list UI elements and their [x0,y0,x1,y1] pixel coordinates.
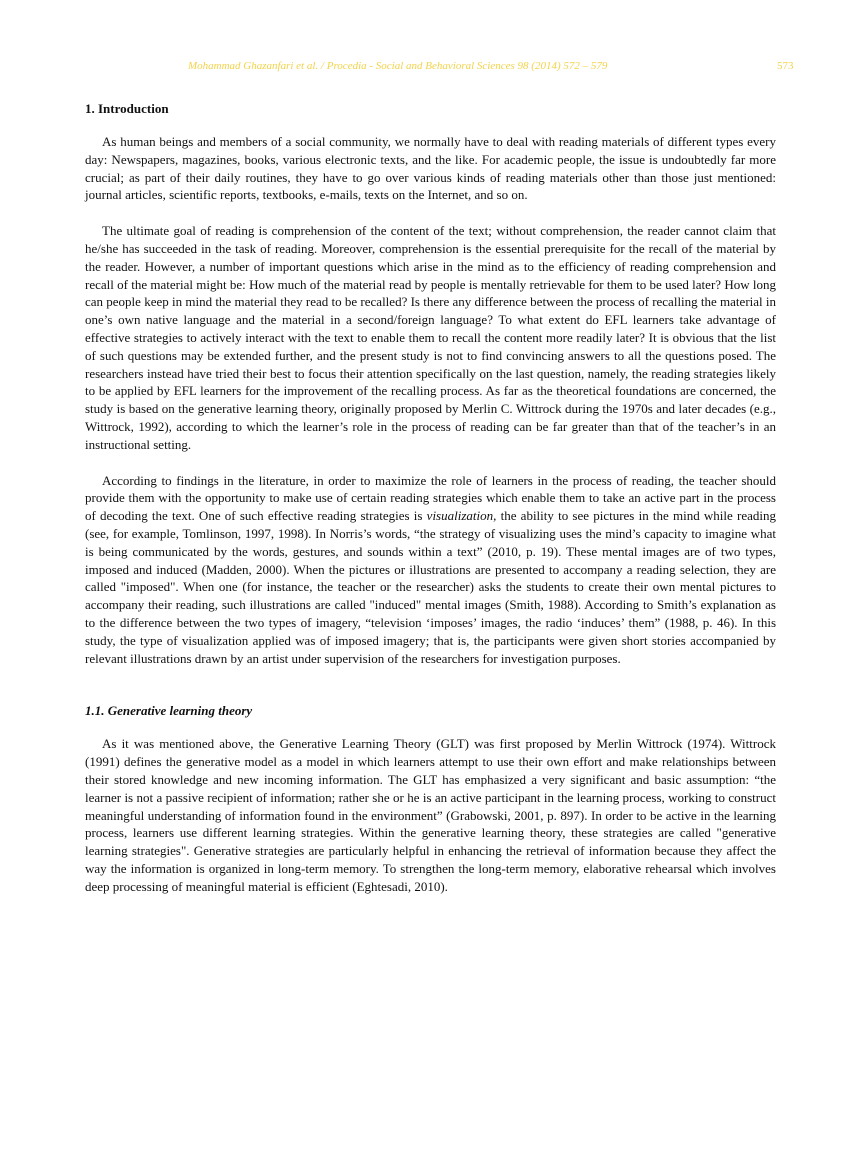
subsection-paragraph-1: As it was mentioned above, the Generative Learning Theory (GLT) was first proposed by Merlin Wittrock (1974). Wittrock (1991) defines the generative model as a model in which learners attempt to use their own effort and make relationships between their stored knowledge and new incoming information. The GLT has emphasized a very significant and basic assumption: “the learner is not a passive recipient of information; rather she or he is an active participant in the learning process, working to construct meaningful understanding of information found in the environment” (Grabowski, 2001, p. 897). In order to be active in the learning process, learners use different learning strategies. Within the generative learning theory, these strategies are called "generative learning strategies". Generative strategies are particularly helpful in enhancing the retrieval of information because they affect the way the information is organized in long-term memory. To strengthen the long-term memory, elaborative rehearsal which involves deep processing of meaningful material is efficient (Eghtesadi, 2010). [85,736,776,894]
paragraph-3 [85,472,776,668]
paragraph-3-text-a: According to findings in the literature, in order to maximize the role of learners in the process of reading, the teacher should provide them with the opportunity to make use of certain reading strategies which enable them to take an active part in the process of decoding the text. One of such effective reading strategies is [85,472,776,524]
running-header [0,59,846,73]
journal-citation: Mohammad Ghazanfari et al. / Procedia - Social and Behavioral Sciences 98 (2014) 572 – 579 [188,60,608,72]
page-number: 573 [777,60,794,72]
article-body [85,100,776,895]
subsection-heading-generative-learning: 1.1. Generative learning theory [85,703,253,719]
paragraph-1: As human beings and members of a social community, we normally have to deal with reading materials of different types every day: Newspapers, magazines, books, various electronic texts, and the like. For academic people, the issue is undoubtedly far more crucial; as part of their daily routines, they have to go over various kinds of reading materials other than those just mentioned: journal articles, scientific reports, textbooks, e-mails, texts on the Internet, and so on. [85,134,776,203]
paragraph-3-text-b: , the ability to see pictures in the mind while reading (see, for example, Tomlinson, 1997, 1998). In Norris’s words, “the strategy of visualizing uses the mind’s capacity to imagine what is being communicated by the words, gestures, and sounds within a text” (2010, p. 19). These mental images are of two types, imposed and induced (Madden, 2000). When the pictures or illustrations are presented to accompany a reading selection, they are called "imposed". When one (for instance, the teacher or the researcher) asks the students to create their own mental pictures to accompany their reading, such illustrations are called "induced" mental images (Smith, 1988). According to Smith’s explanation as to the difference between the two types of imagery, “television ‘imposes’ images, the radio ‘induces’ them” (1988, p. 46). In this study, the type of visualization applied was of imposed imagery; that is, the participants were given short stories accompanied by relevant illustrations drawn by an artist under supervision of the researchers for investigation purposes. [85,508,776,666]
paragraph-2: The ultimate goal of reading is comprehension of the content of the text; without comprehension, the reader cannot claim that he/she has succeeded in the task of reading. Moreover, comprehension is the essential prerequisite for the recall of the material by the reader. However, a number of important questions which arise in the mind as to the efficiency of reading comprehension and recall of the material might be: How much of the material read by people is mentally retrievable for them to be used later? How long can people keep in mind the material they read to be recalled? Is there any difference between the process of recalling the material in one’s own native language and the material in a second/foreign language? To what extent do EFL learners take advantage of effective strategies to actively interact with the text to enable them to recall the content more readily later? It is obvious that the list of such questions may be extended further, and the present study is not to find convincing answers to all the questions posed. The researchers instead have tried their best to focus their attention specifically on the last question, namely, the reading strategies likely to be applied by EFL learners for the improvement of the recalling process. As far as the theoretical foundations are concerned, the study is based on the generative learning theory, originally proposed by Merlin C. Wittrock during the 1970s and later decades (e.g., Wittrock, 1992), according to which the learner’s role in the process of reading can be far greater than that of the teacher’s in an instructional setting. [85,223,776,452]
section-heading-introduction: 1. Introduction [85,101,169,116]
paragraph-3-emphasis: visualization [426,508,494,524]
